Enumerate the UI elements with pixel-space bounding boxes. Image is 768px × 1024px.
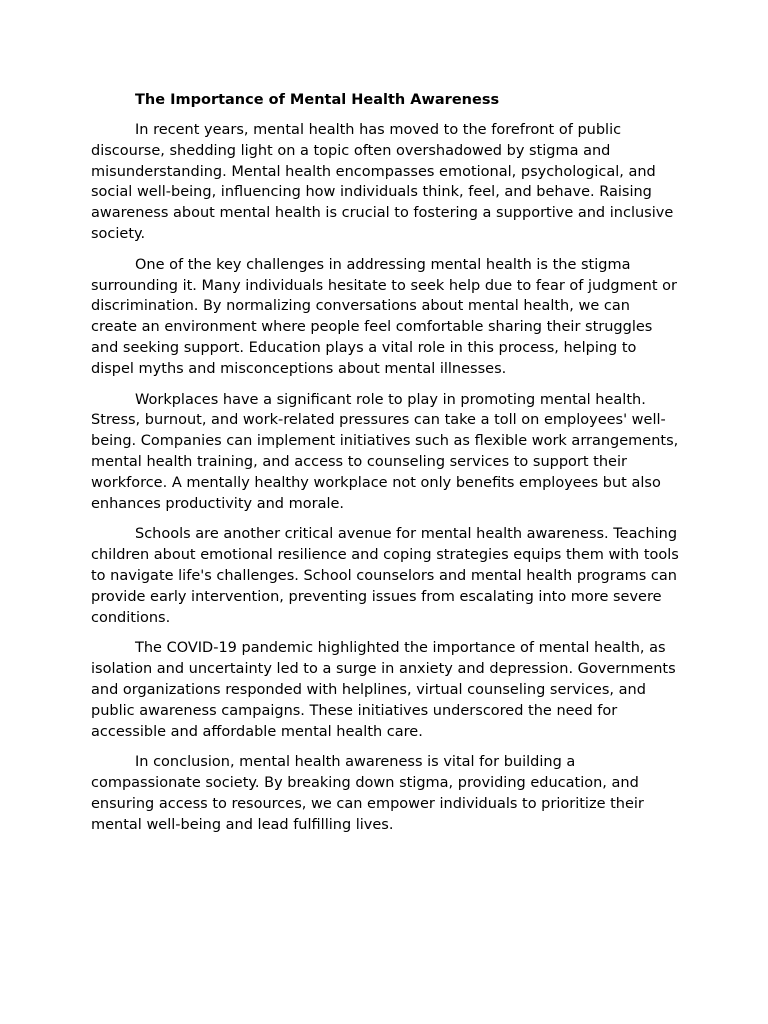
paragraph-intro: In recent years, mental health has moved to the forefront of public discourse, shedding light on a topic often overshadowed by stigma and misunderstanding. Mental health encompasses emotional, psychological, and social well-being, influencing how individuals think, feel, and behave. Raising awareness about mental health is crucial to fostering a supportive and inclusive society. [91, 122, 674, 242]
paragraph-conclusion: In conclusion, mental health awareness is vital for building a compassionate society. By breaking down stigma, providing education, and ensuring access to resources, we can empower individuals to prioritize their mental well-being and lead fulfilling lives. [91, 754, 644, 833]
paragraph-covid: The COVID-19 pandemic highlighted the importance of mental health, as isolation and uncertainty led to a surge in anxiety and depression. Governments and organizations responded with helplines, virtual counseling services, and public awareness campaigns. These initiatives underscored the need for accessible and affordable mental health care. [91, 640, 676, 740]
paragraph-stigma: One of the key challenges in addressing mental health is the stigma surrounding it. Many individuals hesitate to seek help due to fear of judgment or discrimination. By normalizing conversations about mental health, we can create an environment where people feel comfortable sharing their struggles and seeking support. Education plays a vital role in this process, helping to dispel myths and misconceptions about mental illnesses. [91, 256, 677, 377]
paragraph-schools: Schools are another critical avenue for mental health awareness. Teaching children about emotional resilience and coping strategies equips them with tools to navigate life's challenges. School counselors and mental health programs can provide early intervention, preventing issues from escalating into more severe conditions. [91, 526, 679, 626]
document-title: The Importance of Mental Health Awareness [135, 92, 500, 108]
document-page [91, 90, 679, 846]
paragraph-workplaces: Workplaces have a significant role to play in promoting mental health. Stress, burnout, and work-related pressures can take a toll on employees' well-being. Companies can implement initiatives such as flexible work arrangements, mental health training, and access to counseling services to support their workforce. A mentally healthy workplace not only benefits employees but also enhances productivity and morale. [91, 391, 679, 512]
